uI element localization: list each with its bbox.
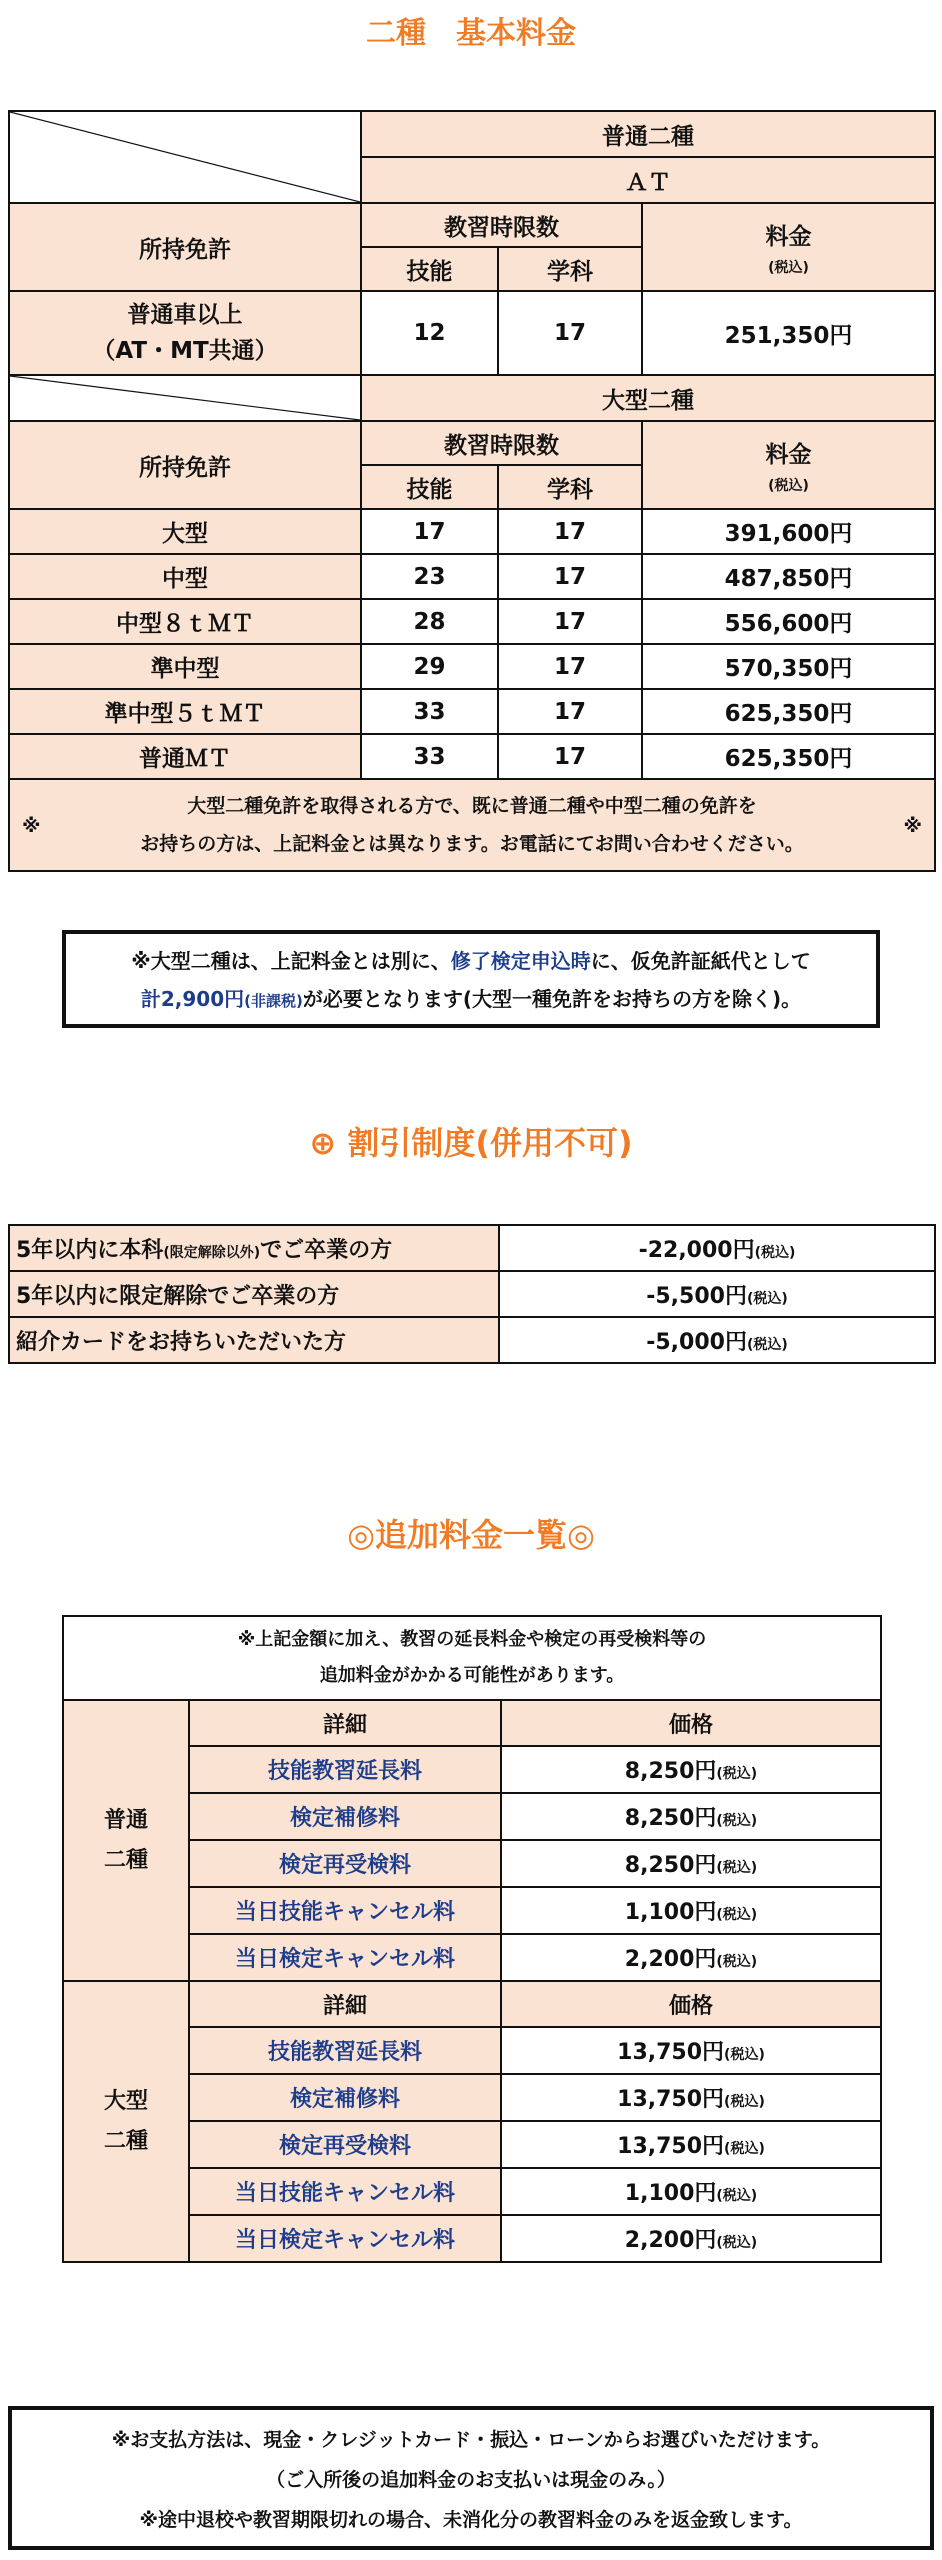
- ogata-gakka: 17: [498, 599, 642, 644]
- price-header-label: 料金: [765, 441, 812, 468]
- discount-amount: -5,500円(税込): [499, 1271, 935, 1317]
- fee-note-line1: 大型二種免許を取得される方で、既に普通二種や中型二種の免許を: [187, 795, 757, 817]
- ogata-gino: 33: [361, 689, 498, 734]
- ogata-gino: 23: [361, 554, 498, 599]
- fee-item-price: 8,250円(税込): [501, 1746, 881, 1793]
- diagonal-header-cell: [9, 111, 361, 203]
- ogata-gino: 29: [361, 644, 498, 689]
- futsu-license-cell: [9, 291, 361, 375]
- fee-item-name: 検定補修料: [189, 2074, 501, 2121]
- group-label-ogata: 大型 二種: [63, 1981, 189, 2262]
- ogata-price: 487,850円: [642, 554, 935, 599]
- ogata-gakka: 17: [498, 689, 642, 734]
- discount-table: [8, 1224, 936, 1364]
- table-row: [9, 1317, 935, 1363]
- fee-item-name: 検定補修料: [189, 1793, 501, 1840]
- fee-item-name: 検定再受検料: [189, 2121, 501, 2168]
- futsu-gino: 12: [361, 291, 498, 375]
- fee-item-price: 1,100円(税込): [501, 1887, 881, 1934]
- fee-item-price: 13,750円(税込): [501, 2027, 881, 2074]
- table-row: [9, 644, 935, 689]
- gakka-header: 学科: [498, 465, 642, 509]
- license-header: 所持免許: [9, 421, 361, 509]
- payment-line1: ※お支払方法は、現金・クレジットカード・振込・ローンからお選びいただけます。: [111, 2429, 831, 2451]
- additional-note-line1: ※上記金額に加え、教習の延長料金や検定の再受検料等の: [237, 1629, 707, 1650]
- price-header: [642, 203, 935, 291]
- gino-header: 技能: [361, 247, 498, 291]
- detail-header: 詳細: [189, 1700, 501, 1746]
- fee-item-name: 技能教習延長料: [189, 2027, 501, 2074]
- ogata-license: 準中型５ｔＭＴ: [9, 689, 361, 734]
- ogata-license: 中型８ｔＭＴ: [9, 599, 361, 644]
- ogata-price: 570,350円: [642, 644, 935, 689]
- table-row: [9, 689, 935, 734]
- futsu-license-line1: 普通車以上: [127, 302, 243, 328]
- futsu-license-line2: （AT・MT共通）: [92, 338, 278, 364]
- diagonal-line: [10, 376, 360, 420]
- fee-item-price: 13,750円(税込): [501, 2074, 881, 2121]
- hours-header: 教習時限数: [361, 203, 642, 247]
- ogata-nishu-header: 大型二種: [361, 375, 935, 421]
- note-mark-left: ※: [22, 815, 41, 837]
- ogata-license: 普通ＭＴ: [9, 734, 361, 779]
- discount-label: 紹介カードをお持ちいただいた方: [9, 1317, 499, 1363]
- detail-header: 詳細: [189, 1981, 501, 2027]
- table-row: [9, 1225, 935, 1271]
- table-row: [9, 1271, 935, 1317]
- gino-header: 技能: [361, 465, 498, 509]
- payment-line3: ※途中退校や教習期限切れの場合、未消化分の教習料金のみを返金致します。: [139, 2509, 803, 2531]
- fee-item-name: 当日検定キャンセル料: [189, 2215, 501, 2262]
- table-row: [9, 734, 935, 779]
- ogata-license: 準中型: [9, 644, 361, 689]
- futsu-nishu-header: 普通二種: [361, 111, 935, 157]
- tax-note: (税込): [768, 477, 809, 494]
- fee-item-price: 8,250円(税込): [501, 1793, 881, 1840]
- discount-title: ⊕ 割引制度(併用不可): [309, 1124, 633, 1162]
- ogata-gino: 17: [361, 509, 498, 554]
- fee-item-name: 当日技能キャンセル料: [189, 1887, 501, 1934]
- ogata-gakka: 17: [498, 554, 642, 599]
- notice-line2: 計2,900円(非課税)が必要となります(大型一種免許をお持ちの方を除く)。: [140, 987, 802, 1011]
- price-header-label: 料金: [765, 223, 812, 250]
- group-label-futsu: 普通 二種: [63, 1700, 189, 1981]
- fee-item-price: 2,200円(税込): [501, 2215, 881, 2262]
- discount-amount: -5,000円(税込): [499, 1317, 935, 1363]
- fee-item-name: 検定再受検料: [189, 1840, 501, 1887]
- price-header: 価格: [501, 1700, 881, 1746]
- ogata-price: 556,600円: [642, 599, 935, 644]
- additional-table: [62, 1615, 882, 2263]
- fee-note-line2: お持ちの方は、上記料金とは異なります。お電話にてお問い合わせください。: [140, 833, 804, 855]
- ogata-price: 625,350円: [642, 734, 935, 779]
- additional-note: [63, 1616, 881, 1700]
- fee-note: [9, 779, 935, 871]
- fee-item-price: 1,100円(税込): [501, 2168, 881, 2215]
- price-header: 価格: [501, 1981, 881, 2027]
- tax-note: (税込): [768, 259, 809, 276]
- fee-item-price: 2,200円(税込): [501, 1934, 881, 1981]
- ogata-price: 625,350円: [642, 689, 935, 734]
- ogata-price: 391,600円: [642, 509, 935, 554]
- fee-item-name: 技能教習延長料: [189, 1746, 501, 1793]
- additional-title: ◎追加料金一覧◎: [347, 1516, 595, 1554]
- payment-line2: （ご入所後の追加料金のお支払いは現金のみ。）: [266, 2469, 676, 2491]
- ogata-gino: 28: [361, 599, 498, 644]
- fee-item-price: 8,250円(税込): [501, 1840, 881, 1887]
- diagonal-cell-2: [9, 375, 361, 421]
- ogata-license: 大型: [9, 509, 361, 554]
- ogata-gakka: 17: [498, 509, 642, 554]
- table-row: [9, 509, 935, 554]
- gakka-header: 学科: [498, 247, 642, 291]
- discount-label: 5年以内に限定解除でご卒業の方: [9, 1271, 499, 1317]
- fee-item-name: 当日検定キャンセル料: [189, 1934, 501, 1981]
- hours-header: 教習時限数: [361, 421, 642, 465]
- notice-line1: ※大型二種は、上記料金とは別に、修了検定申込時に、仮免許証紙代として: [131, 949, 811, 973]
- discount-amount: -22,000円(税込): [499, 1225, 935, 1271]
- futsu-gakka: 17: [498, 291, 642, 375]
- license-header: 所持免許: [9, 203, 361, 291]
- at-header: ＡＴ: [361, 157, 935, 203]
- table-row: [9, 599, 935, 644]
- page-title: 二種 基本料金: [366, 16, 576, 51]
- ogata-license: 中型: [9, 554, 361, 599]
- diagonal-line: [10, 112, 360, 202]
- fee-table: [8, 110, 936, 872]
- ogata-gino: 33: [361, 734, 498, 779]
- karimenkyo-notice: [62, 930, 880, 1028]
- futsu-price: 251,350円: [642, 291, 935, 375]
- fee-item-price: 13,750円(税込): [501, 2121, 881, 2168]
- additional-note-line2: 追加料金がかかる可能性があります。: [319, 1665, 625, 1686]
- note-mark-right: ※: [903, 815, 923, 837]
- price-header: [642, 421, 935, 509]
- table-row: [9, 554, 935, 599]
- discount-label: 5年以内に本科(限定解除以外)でご卒業の方: [9, 1225, 499, 1271]
- fee-item-name: 当日技能キャンセル料: [189, 2168, 501, 2215]
- ogata-gakka: 17: [498, 644, 642, 689]
- ogata-gakka: 17: [498, 734, 642, 779]
- payment-note: [8, 2406, 934, 2550]
